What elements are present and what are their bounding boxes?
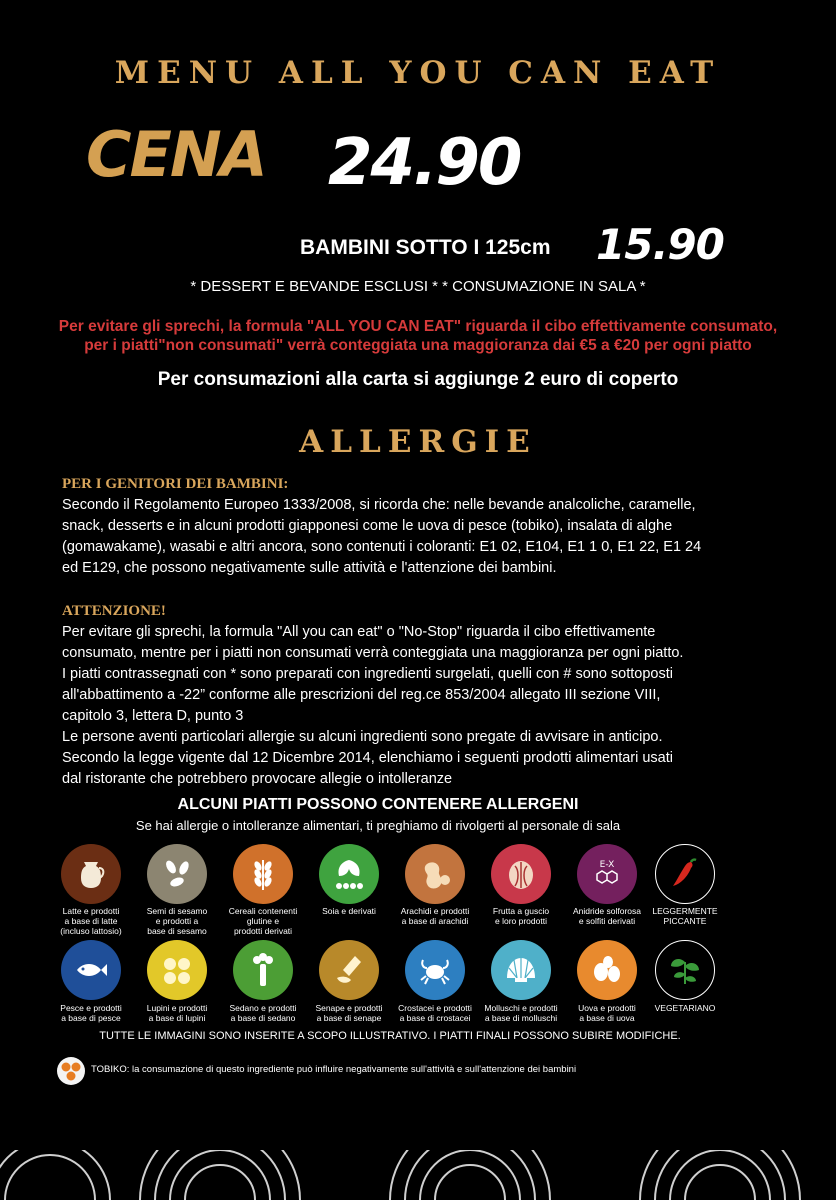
vegetarian-leaf-icon: [655, 940, 715, 1000]
paragraph-line: consumato, mentre per i piatti non consumati verrà conteggiata una maggioranza per ogni piatto.: [62, 645, 684, 661]
paragraph-line: (gomawakame), wasabi e altri ancora, sono contenuti i coloranti: E1 02, E104, E1 1 0, E1 22, E1 24: [62, 539, 702, 555]
paragraph-line: Per evitare gli sprechi, la formula "All you can eat" o "No-Stop" riguarda il cibo effettivamente: [62, 624, 656, 640]
parents-heading: PER I GENITORI DEI BAMBINI:: [62, 476, 289, 492]
allergens-subheading: Se hai allergie o intolleranze alimentari, ti preghiamo di rivolgerti al personale di sala: [135, 818, 621, 833]
menu-title: MENU ALL YOU CAN EAT: [114, 55, 722, 91]
attention-heading: ATTENZIONE!: [62, 603, 166, 619]
kids-price: 15.90: [596, 220, 724, 269]
nut-icon: [491, 844, 551, 904]
parents-paragraph: [62, 495, 782, 579]
soy-leaf-icon: [319, 844, 379, 904]
chili-pepper-icon: [655, 844, 715, 904]
svg-text:E-X: E-X: [599, 860, 615, 870]
allergen-caption: Latte e prodotti a base di latte (incluso lattosio): [60, 906, 122, 936]
tobiko-icon: [57, 1057, 85, 1085]
eggs-icon: [577, 940, 637, 1000]
excluded-note: * DESSERT E BEVANDE ESCLUSI * * CONSUMAZIONE IN SALA *: [190, 278, 646, 295]
allergen-caption: LEGGERMENTE PICCANTE: [652, 906, 718, 926]
wave-decoration: [0, 1150, 836, 1200]
paragraph-line: capitolo 3, lettera D, punto 3: [62, 708, 244, 724]
shell-icon: [491, 940, 551, 1000]
coperto-note: Per consumazioni alla carta si aggiunge 2 euro di coperto: [157, 369, 679, 390]
allergen-caption: Soia e derivati: [322, 906, 376, 916]
images-disclaimer: TUTTE LE IMMAGINI SONO INSERITE A SCOPO ILLUSTRATIVO. I PIATTI FINALI POSSONO SUBIRE MODIFICHE.: [99, 1030, 681, 1042]
peanut-icon: [405, 844, 465, 904]
allergen-caption: Cereali contenenti glutine e prodotti derivati: [228, 906, 298, 936]
milk-jug-icon: [61, 844, 121, 904]
allergen-caption: Pesce e prodotti a base di pesce: [60, 1003, 122, 1023]
kids-label: BAMBINI SOTTO I 125cm: [300, 236, 551, 259]
allergen-caption: VEGETARIANO: [654, 1003, 716, 1013]
paragraph-line: Secondo il Regolamento Europeo 1333/2008, si ricorda che: nelle bevande analcoliche, caramelle,: [62, 497, 696, 513]
attention-paragraph: [62, 622, 782, 790]
allergen-caption: Crostacei e prodotti a base di crostacei: [398, 1003, 472, 1023]
allergen-caption: Semi di sesamo e prodotti a base di sesamo: [146, 906, 208, 936]
allergie-title: ALLERGIE: [299, 424, 537, 460]
paragraph-line: I piatti contrassegnati con * sono preparati con ingredienti surgelati, quelli con # sono sottoposti: [62, 666, 673, 682]
paragraph-line: dal ristorante che potrebbero provocare allegie o intolleranze: [62, 771, 453, 787]
sulfite-molecule-icon: [577, 844, 637, 904]
allergen-caption: Senape e prodotti a base di senape: [315, 1003, 383, 1023]
allergen-caption: Anidride solforosa e solfiti derivati: [572, 906, 642, 926]
allergen-caption: Uova e prodotti a base di uova: [578, 1003, 636, 1023]
paragraph-line: ed E129, che possono negativamente sulle attività e l'attenzione dei bambini.: [62, 560, 557, 576]
fish-icon: [61, 940, 121, 1000]
tobiko-note: TOBIKO: la consumazione di questo ingrediente può influire negativamente sull'attività e sull'attenzione dei bambini: [91, 1064, 577, 1075]
allergen-caption: Arachidi e prodotti a base di arachidi: [400, 906, 470, 926]
paragraph-line: Le persone aventi particolari allergie su alcuni ingredienti sono pregate di avvisare in anticipo.: [62, 729, 663, 745]
celery-icon: [233, 940, 293, 1000]
allergen-caption: Lupini e prodotti a base di lupini: [146, 1003, 208, 1023]
wheat-icon: [233, 844, 293, 904]
mustard-icon: [319, 940, 379, 1000]
paragraph-line: Secondo la legge vigente dal 12 Dicembre 2014, elenchiamo i seguenti prodotti alimentari usati: [62, 750, 673, 766]
meal-price: 24.90: [328, 126, 521, 200]
waste-notice-line-2: per i piatti"non consumati" verrà conteggiata una maggioranza dai €5 a €20 per ogni piatto: [84, 337, 752, 354]
waste-notice-line-1: Per evitare gli sprechi, la formula "ALL YOU CAN EAT" riguarda il cibo effettivamente consumato,: [58, 318, 778, 335]
allergens-heading: ALCUNI PIATTI POSSONO CONTENERE ALLERGENI: [177, 796, 579, 813]
meal-label: CENA: [86, 118, 266, 191]
crab-icon: [405, 940, 465, 1000]
paragraph-line: snack, desserts e in alcuni prodotti giapponesi come le uova di pesce (tobiko), insalata di alghe: [62, 518, 673, 534]
allergen-caption: Molluschi e prodotti a base di molluschi: [484, 1003, 558, 1023]
allergen-caption: Sedano e prodotti a base di sedano: [229, 1003, 297, 1023]
paragraph-line: all'abbattimento a -22” conforme alle prescrizioni del reg.ce 853/2004 allegato III sezione VIII,: [62, 687, 661, 703]
lupin-icon: [147, 940, 207, 1000]
allergen-caption: Frutta a guscio e loro prodotti: [492, 906, 550, 926]
sesame-seeds-icon: [147, 844, 207, 904]
